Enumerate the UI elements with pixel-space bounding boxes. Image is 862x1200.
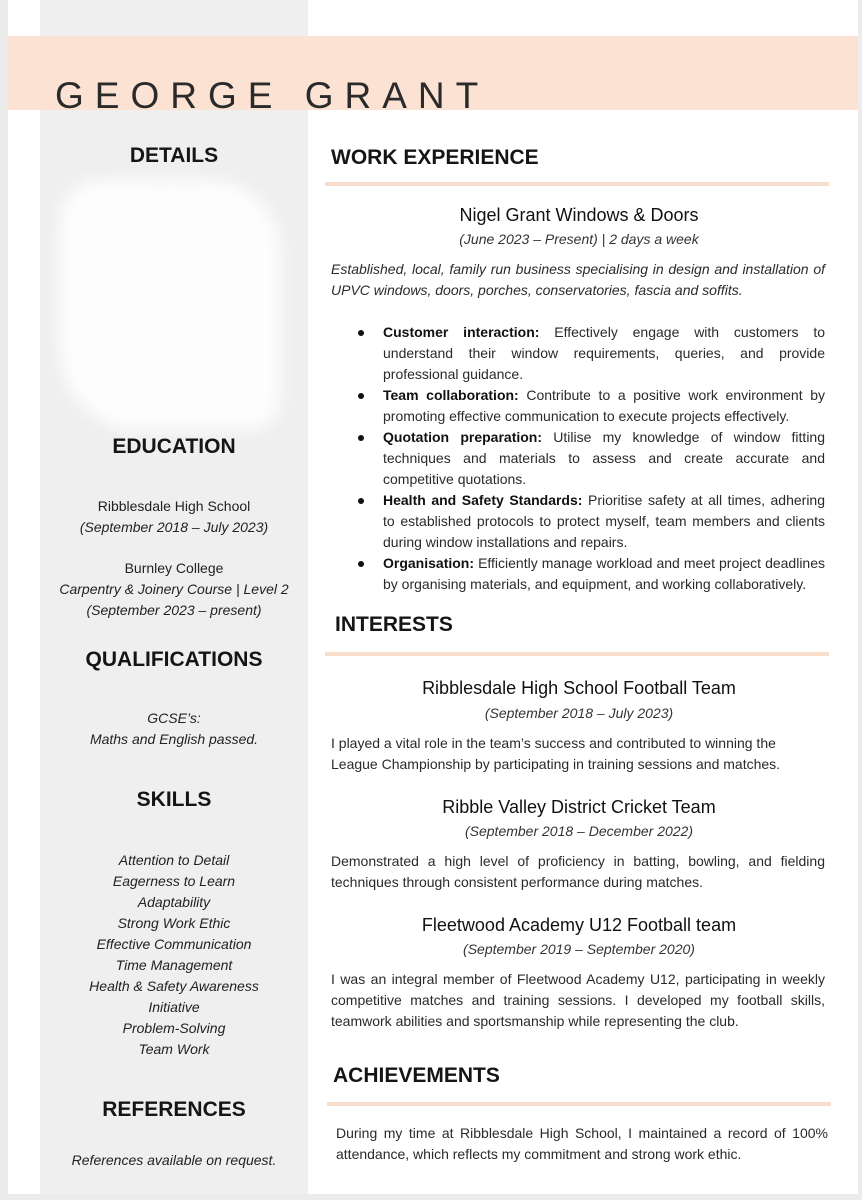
skill-item: Adaptability — [137, 894, 211, 910]
work-dates: (June 2023 – Present) | 2 days a week — [459, 231, 699, 247]
references-heading: REFERENCES — [102, 1098, 246, 1121]
education-school: Ribblesdale High School — [97, 498, 251, 514]
interest-text: I played a vital role in the team’s success and contributed to winning the League Championship by participating in training sessions and matches. — [331, 735, 781, 772]
redaction-blur — [60, 180, 280, 430]
interests-heading: INTERESTS — [335, 613, 453, 636]
responsibility-text: Utilise my knowledge of window fitting techniques and materials to assess and create accurate and competitive quotations. — [383, 429, 825, 487]
responsibility-text: Efficiently manage workload and meet project deadlines by organising materials, and equipment, and working collaboratively. — [383, 555, 826, 592]
education-dates: (September 2018 – July 2023) — [79, 519, 269, 535]
qualification-title: GCSE’s: — [147, 710, 201, 726]
responsibility-label: Customer interaction: — [383, 324, 540, 340]
responsibility-text: Prioritise safety at all times, adhering to established protocols to protect myself, team members and clients during window installations and repairs. — [383, 492, 825, 550]
interest-dates: (September 2018 – July 2023) — [484, 705, 674, 721]
company-name: Nigel Grant Windows & Doors — [459, 205, 699, 225]
skills-heading: SKILLS — [136, 788, 212, 811]
responsibility-text: Effectively engage with customers to understand their window requirements, queries, and provide professional guidance. — [383, 324, 826, 382]
section-rule — [325, 652, 829, 656]
responsibility-list — [358, 322, 825, 595]
interest-title: Fleetwood Academy U12 Football team — [421, 915, 737, 935]
qualifications-heading: QUALIFICATIONS — [85, 648, 263, 671]
page-border-left — [0, 0, 8, 1200]
section-rule — [327, 1102, 831, 1106]
responsibility-item — [358, 427, 825, 490]
details-heading: DETAILS — [129, 144, 219, 167]
candidate-name: GEORGE GRANT — [55, 74, 490, 116]
skill-item: Initiative — [148, 999, 200, 1015]
responsibility-label: Organisation: — [383, 555, 475, 571]
education-heading: EDUCATION — [112, 435, 236, 458]
education-dates: (September 2023 – present) — [86, 602, 262, 618]
references-text: References available on request. — [71, 1152, 277, 1168]
company-description: Established, local, family run business specialising in design and installation of UPVC windows, doors, porches, conservatories, fascia and soffits. — [331, 261, 825, 298]
responsibility-item — [358, 385, 825, 427]
responsibility-item — [358, 553, 825, 595]
interest-title: Ribble Valley District Cricket Team — [442, 797, 716, 817]
skill-item: Health & Safety Awareness — [89, 978, 259, 994]
responsibility-label: Team collaboration: — [383, 387, 519, 403]
education-course: Carpentry & Joinery Course | Level 2 — [59, 581, 289, 597]
interest-text: Demonstrated a high level of proficiency in batting, bowling, and fielding techniques through consistent performance during matches. — [331, 853, 825, 890]
skill-item: Eagerness to Learn — [112, 873, 236, 889]
interest-dates: (September 2019 – September 2020) — [463, 941, 695, 957]
page-border-bottom — [0, 1194, 862, 1200]
skill-item: Strong Work Ethic — [117, 915, 231, 931]
section-rule — [325, 182, 829, 186]
skill-item: Effective Communication — [96, 936, 252, 952]
responsibility-label: Health and Safety Standards: — [383, 492, 583, 508]
achievements-text: During my time at Ribblesdale High School, I maintained a record of 100% attendance, which reflects my commitment and strong work ethic. — [336, 1125, 828, 1162]
skill-item: Problem-Solving — [122, 1020, 226, 1036]
interest-dates: (September 2018 – December 2022) — [464, 823, 694, 839]
achievements-heading: ACHIEVEMENTS — [333, 1064, 500, 1087]
responsibility-item — [358, 490, 825, 553]
skill-item: Time Management — [115, 957, 233, 973]
skill-item: Team Work — [138, 1041, 210, 1057]
responsibility-item — [358, 322, 825, 385]
interest-text: I was an integral member of Fleetwood Academy U12, participating in weekly competitive matches and training sessions. I developed my football skills, teamwork abilities and sportsmanship while representing the club. — [331, 971, 825, 1029]
responsibility-text: Contribute to a positive work environment by promoting effective communication to execute projects effectively. — [383, 387, 825, 424]
page-border-right — [858, 0, 862, 1200]
responsibility-label: Quotation preparation: — [383, 429, 543, 445]
qualification-detail: Maths and English passed. — [89, 731, 259, 747]
education-school: Burnley College — [124, 560, 224, 576]
work-experience-heading: WORK EXPERIENCE — [331, 146, 539, 169]
skill-item: Attention to Detail — [118, 852, 230, 868]
interest-title: Ribblesdale High School Football Team — [422, 678, 736, 698]
